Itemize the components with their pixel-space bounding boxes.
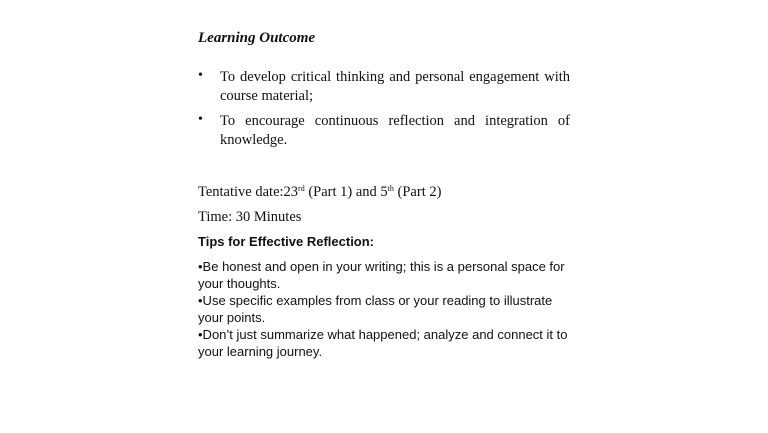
learning-outcome-heading: Learning Outcome <box>198 30 316 46</box>
document-page <box>198 28 570 360</box>
date-day2: 5 <box>380 184 388 200</box>
tips-title: Tips for Effective Reflection: <box>198 234 375 249</box>
learning-outcomes-list <box>198 68 570 150</box>
date-part2: (Part 2) <box>393 184 442 200</box>
outcome-item <box>198 68 570 106</box>
outcome-item <box>198 112 570 150</box>
date-label: Tentative date: <box>198 184 284 200</box>
tips-list <box>198 258 570 360</box>
date-day1-suffix: rd <box>298 184 305 193</box>
bullet-icon: • <box>198 68 203 83</box>
tip-item: •Don’t just summarize what happened; analyze and connect it to your learning journey. <box>198 327 568 359</box>
time-duration: Time: 30 Minutes <box>198 209 302 225</box>
date-part1: (Part 1) and <box>304 184 381 200</box>
date-day2-suffix: th <box>387 184 394 193</box>
bullet-icon: • <box>198 112 203 127</box>
outcome-text: To encourage continuous reflection and integration of knowledge. <box>220 113 570 148</box>
outcome-text: To develop critical thinking and personal engagement with course material; <box>220 69 570 104</box>
tip-item: •Be honest and open in your writing; this is a personal space for your thoughts. <box>198 259 565 291</box>
tip-item: •Use specific examples from class or your reading to illustrate your points. <box>198 293 553 325</box>
tentative-date <box>198 183 570 202</box>
date-day1: 23 <box>283 184 299 200</box>
